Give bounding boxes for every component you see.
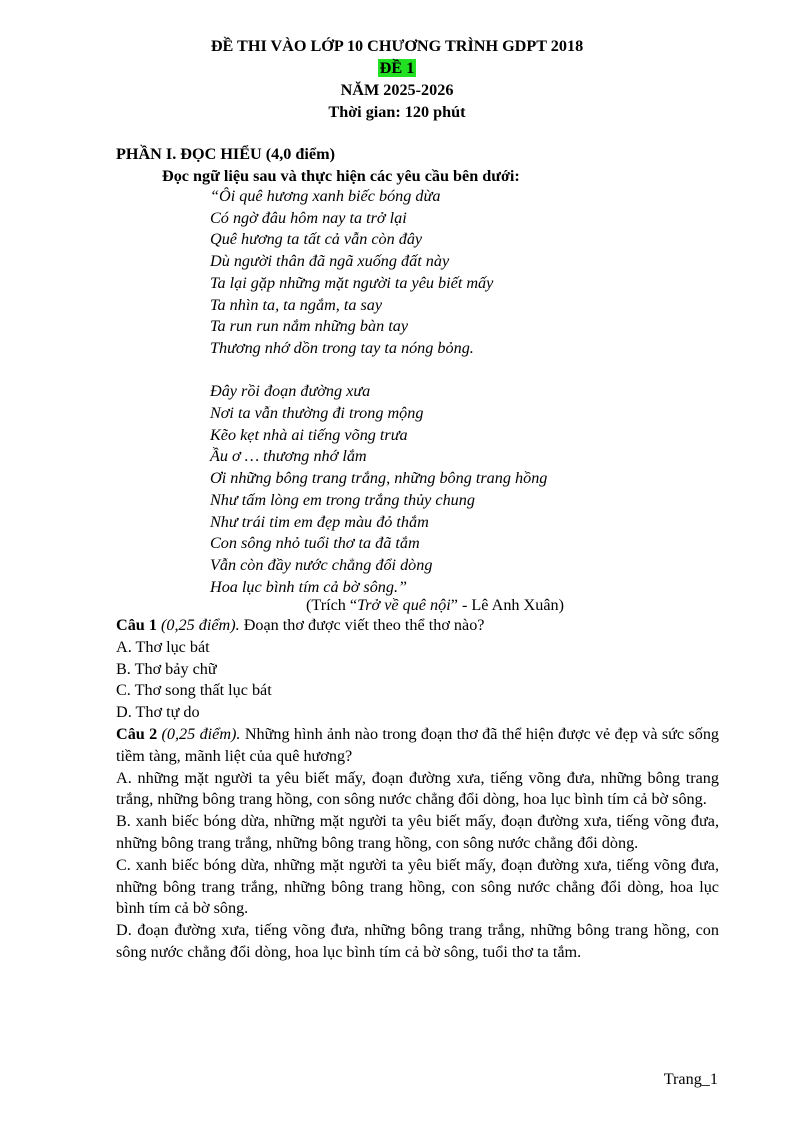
section-instruction: Đọc ngữ liệu sau và thực hiện các yêu cầu bên dưới: — [162, 167, 520, 185]
poem-line: Như tấm lòng em trong trắng thủy chung — [210, 490, 475, 509]
poem-line: Quê hương ta tất cả vẫn còn đây — [210, 230, 423, 249]
poem-line: Ta run run nắm những bàn tay — [210, 317, 409, 336]
poem — [210, 186, 547, 598]
poem-line: Dù người thân đã ngã xuống đất này — [210, 252, 450, 271]
poem-line: Ơi những bông trang trắng, những bông trang hồng — [210, 469, 548, 488]
questions — [116, 615, 719, 964]
page-number: Trang_1 — [663, 1070, 718, 1088]
poem-line: “Ôi quê hương xanh biếc bóng dừa — [210, 187, 441, 205]
poem-line: Nơi ta vẫn thường đi trong mộng — [210, 404, 424, 423]
question-1 — [116, 615, 719, 637]
poem-line: Ầu ơ … thương nhớ lắm — [210, 447, 367, 466]
question-points: (0,25 điểm). — [161, 724, 241, 743]
source-prefix: (Trích “ — [306, 596, 358, 614]
source-title: Trở về quê nội — [357, 596, 451, 614]
poem-line: Thương nhớ dồn trong tay ta nóng bỏng. — [210, 338, 474, 357]
question-text: Đoạn thơ được viết theo thể thơ nào? — [243, 616, 485, 634]
exam-code — [0, 57, 794, 79]
answer-option: D. đoạn đường xưa, tiếng võng đưa, những bông trang trắng, những bông trang hồng, con sông nước chẳng đổi dòng, hoa lục bình tím cả bờ sông, tuổi thơ ta tắm. — [116, 921, 719, 961]
answer-option: C. xanh biếc bóng dừa, những mặt người ta yêu biết mấy, đoạn đường xưa, tiếng võng đưa, những bông trang trắng, những bông trang hồng, con sông nước chẳng đổi dòng, hoa lục bình tím cả bờ sông. — [116, 855, 719, 918]
stanza-break — [210, 360, 547, 382]
exam-header — [0, 35, 794, 123]
poem-line: Như trái tim em đẹp màu đỏ thắm — [210, 512, 429, 531]
exam-year: NĂM 2025-2026 — [340, 81, 454, 99]
exam-code-highlight: ĐỀ 1 — [379, 59, 415, 77]
exam-duration: Thời gian: 120 phút — [328, 103, 466, 121]
poem-source — [306, 594, 564, 616]
poem-line: Có ngờ đâu hôm nay ta trở lại — [210, 208, 407, 227]
question-label: Câu 2 — [116, 724, 158, 743]
question-2 — [116, 724, 719, 768]
exam-title: ĐỀ THI VÀO LỚP 10 CHƯƠNG TRÌNH GDPT 2018 — [210, 37, 584, 55]
source-suffix: ” - Lê Anh Xuân) — [450, 596, 565, 614]
answer-option: B. xanh biếc bóng dừa, những mặt người ta yêu biết mấy, đoạn đường xưa, tiếng võng đưa, những bông trang trắng, những bông trang hồng, con sông nước chẳng đổi dòng. — [116, 812, 719, 852]
question-points: (0,25 điểm). — [160, 616, 240, 634]
answer-option: A. Thơ lục bát — [116, 637, 210, 656]
answer-option: C. Thơ song thất lục bát — [116, 681, 272, 700]
poem-line: Con sông nhỏ tuổi thơ ta đã tắm — [210, 534, 420, 553]
poem-line: Ta lại gặp những mặt người ta yêu biết mấy — [210, 273, 494, 292]
answer-option: A. những mặt người ta yêu biết mấy, đoạn đường xưa, tiếng võng đưa, những bông trang trắng, những bông trang hồng, con sông nước chẳng đổi dòng, hoa lục bình tím cả bờ sông. — [116, 768, 719, 809]
section-title: PHẦN I. ĐỌC HIỂU (4,0 điểm) — [116, 145, 335, 163]
question-text: Những hình ảnh nào trong đoạn thơ đã thể hiện được vẻ đẹp và sức sống tiềm tàng, mãnh liệt của quê hương? — [116, 724, 720, 765]
poem-line: Hoa lục bình tím cả bờ sông.” — [210, 577, 408, 596]
answer-option: D. Thơ tự do — [116, 703, 200, 722]
answer-option: B. Thơ bảy chữ — [116, 659, 217, 678]
poem-line: Đây rồi đoạn đường xưa — [210, 382, 371, 401]
question-label: Câu 1 — [116, 616, 157, 634]
poem-line: Kẽo kẹt nhà ai tiếng võng trưa — [210, 425, 408, 444]
poem-line: Vẫn còn đầy nước chẳng đổi dòng — [210, 555, 433, 574]
poem-line: Ta nhìn ta, ta ngắm, ta say — [210, 295, 383, 314]
